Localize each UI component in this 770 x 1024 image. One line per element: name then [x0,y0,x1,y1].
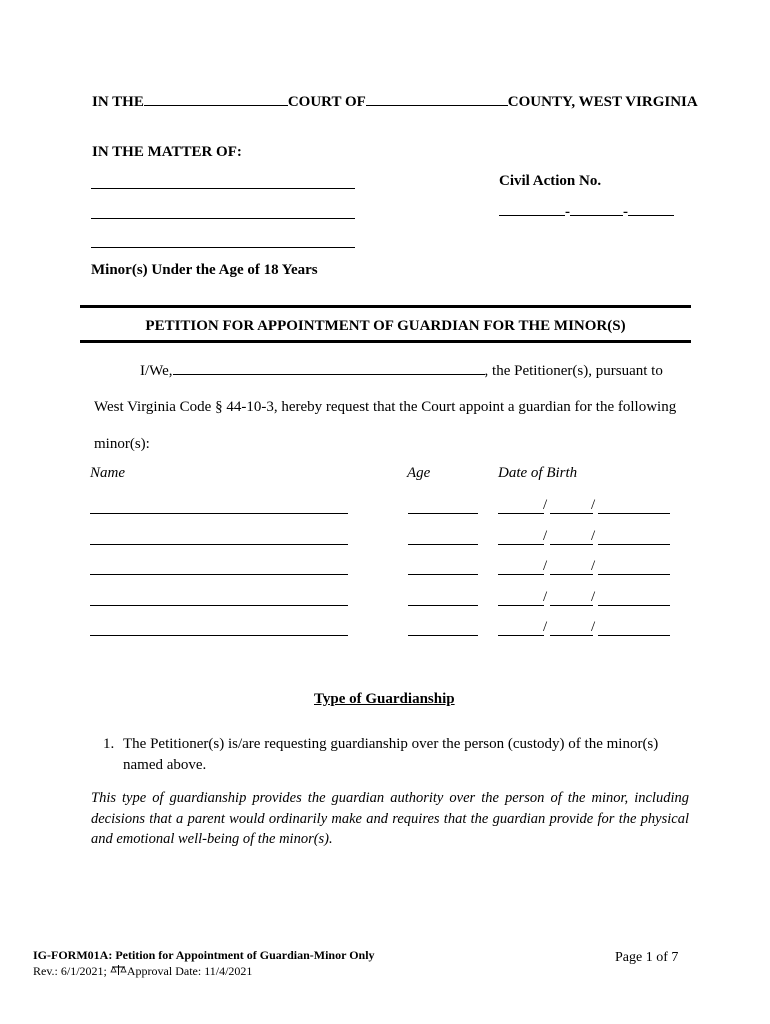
name-column-header: Name [90,465,125,481]
caption-in-the: IN THE [92,94,144,110]
date-separator: / [543,589,548,605]
scales-of-justice-icon [110,964,127,980]
page-number: Page 1 of 7 [615,950,679,965]
county-name-field[interactable] [366,93,508,106]
dob-month-field[interactable] [498,574,544,575]
statute-line: West Virginia Code § 44-10-3, hereby request that the Court appoint a guardian for the following [94,399,677,415]
petitioner-line [140,362,663,380]
petitioner-name-field[interactable] [173,362,485,375]
minor-name-field-2[interactable] [91,218,355,219]
minor-age-field[interactable] [408,635,478,636]
dob-year-field[interactable] [598,513,670,514]
form-title: IG-FORM01A: Petition for Appointment of Guardian-Minor Only [33,948,375,962]
guardianship-heading: Type of Guardianship [314,691,455,707]
minor-name-field-1[interactable] [91,188,355,189]
dob-day-field[interactable] [550,635,593,636]
matter-of-label: IN THE MATTER OF: [92,144,242,160]
civil-action-year-field[interactable] [499,203,565,216]
form-revision [33,964,252,980]
minor-name-field[interactable] [90,544,348,545]
minor-name-field-3[interactable] [91,247,355,248]
minor-age-field[interactable] [408,574,478,575]
title-rule-bottom [80,340,691,343]
civil-action-separator: - [623,204,628,220]
item-text-line2: named above. [123,757,207,773]
civil-action-number [499,203,674,221]
i-we-text: I/We, [140,363,173,379]
date-separator: / [543,528,548,544]
minors-under-18-label: Minor(s) Under the Age of 18 Years [91,262,318,278]
age-column-header: Age [407,465,431,481]
civil-action-type-field[interactable] [570,203,623,216]
dob-month-field[interactable] [498,605,544,606]
court-name-field[interactable] [144,93,288,106]
dob-year-field[interactable] [598,605,670,606]
item-text-line1: The Petitioner(s) is/are requesting guardianship over the person (custody) of the minor(s) [123,736,659,752]
dob-day-field[interactable] [550,574,593,575]
petition-title: PETITION FOR APPOINTMENT OF GUARDIAN FOR THE MINOR(S) [145,318,626,334]
dob-year-field[interactable] [598,635,670,636]
date-separator: / [543,558,548,574]
minor-age-field[interactable] [408,513,478,514]
civil-action-seq-field[interactable] [628,203,674,216]
minor-age-field[interactable] [408,605,478,606]
minor-name-field[interactable] [90,635,348,636]
dob-day-field[interactable] [550,544,593,545]
minors-colon-line: minor(s): [94,436,150,452]
petitioner-text: , the Petitioner(s), pursuant to [484,363,663,379]
date-separator: / [591,558,596,574]
approval-date: Approval Date: 11/4/2021 [126,964,253,978]
item-number: 1. [103,736,115,752]
court-caption [92,93,698,111]
caption-court-of: COURT OF [287,94,366,110]
dob-column-header: Date of Birth [498,465,578,481]
minor-name-field[interactable] [90,574,348,575]
minor-age-field[interactable] [408,544,478,545]
date-separator: / [591,528,596,544]
dob-day-field[interactable] [550,605,593,606]
revision-date: Rev.: 6/1/2021; [33,964,107,978]
title-rule-top [80,305,691,308]
date-separator: / [591,589,596,605]
dob-month-field[interactable] [498,635,544,636]
date-separator: / [543,497,548,513]
civil-action-label: Civil Action No. [499,173,602,189]
dob-year-field[interactable] [598,574,670,575]
civil-action-separator: - [565,204,570,220]
date-separator: / [543,619,548,635]
dob-day-field[interactable] [550,513,593,514]
guardianship-note: This type of guardianship provides the guardian authority over the person of the minor, including decisions that a parent would ordinarily make and requires that the guardian provide for the physical and emotional well-being of the minor(s). [91,790,689,847]
dob-month-field[interactable] [498,513,544,514]
date-separator: / [591,619,596,635]
minor-name-field[interactable] [90,513,348,514]
date-separator: / [591,497,596,513]
minor-name-field[interactable] [90,605,348,606]
dob-month-field[interactable] [498,544,544,545]
caption-county: COUNTY, WEST VIRGINIA [507,94,698,110]
dob-year-field[interactable] [598,544,670,545]
